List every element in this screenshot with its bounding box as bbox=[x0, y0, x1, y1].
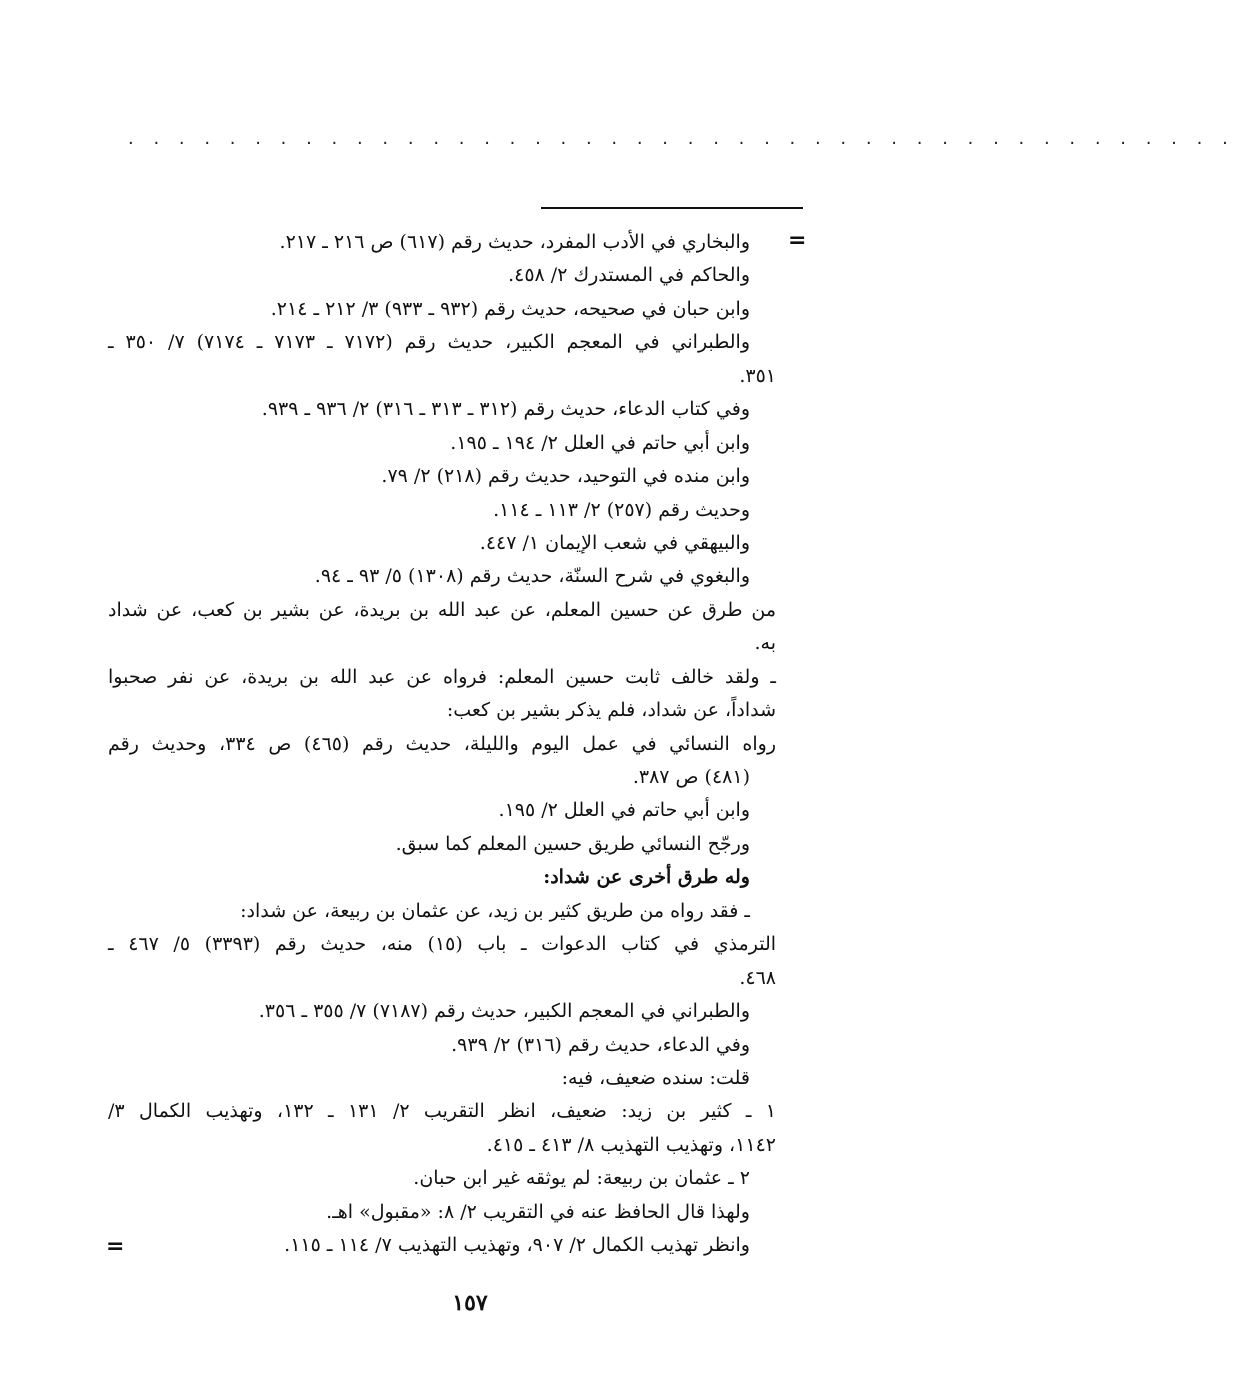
text-line: والطبراني في المعجم الكبير، حديث رقم (٧١٨٧) ٧/ ٣٥٥ ـ ٣٥٦. bbox=[258, 1000, 750, 1023]
text-line: شداداً، عن شداد، فلم يذكر بشير بن كعب: bbox=[446, 699, 776, 722]
text-line: والحاكم في المستدرك ٢/ ٤٥٨. bbox=[508, 264, 750, 287]
text-line: ١ ـ كثير بن زيد: ضعيف، انظر التقريب ٢/ ١٣١ ـ ١٣٢، وتهذيب الكمال ٣/ bbox=[108, 1100, 776, 1123]
text-line: ـ ولقد خالف ثابت حسين المعلم: فرواه عن عبد الله بن بريدة، عن نفر صحبوا bbox=[108, 665, 776, 688]
text-line: وابن منده في التوحيد، حديث رقم (٢١٨) ٢/ ٧٩. bbox=[381, 465, 750, 488]
subheading: وله طرق أخرى عن شداد: bbox=[543, 866, 750, 889]
text-line: وفي الدعاء، حديث رقم (٣١٦) ٢/ ٩٣٩. bbox=[451, 1033, 750, 1056]
text-line: وابن أبي حاتم في العلل ٢/ ١٩٥. bbox=[498, 799, 750, 822]
text-line: ولهذا قال الحافظ عنه في التقريب ٢/ ٨: «مقبول» اهـ. bbox=[326, 1200, 750, 1223]
text-line: ٣٥١. bbox=[739, 364, 776, 387]
footnote-rule bbox=[541, 207, 803, 209]
text-line: به. bbox=[754, 632, 776, 655]
text-line: ١١٤٢، وتهذيب التهذيب ٨/ ٤١٣ ـ ٤١٥. bbox=[486, 1133, 776, 1156]
text-line: والبغوي في شرح السنّة، حديث رقم (١٣٠٨) ٥/ ٩٣ ـ ٩٤. bbox=[314, 565, 750, 588]
text-line: من طرق عن حسين المعلم، عن عبد الله بن بريدة، عن بشير بن كعب، عن شداد bbox=[108, 598, 776, 621]
text-line: ٢ ـ عثمان بن ربيعة: لم يوثقه غير ابن حبان. bbox=[413, 1167, 750, 1190]
text-line: وابن أبي حاتم في العلل ٢/ ١٩٤ ـ ١٩٥. bbox=[450, 431, 750, 454]
text-line: وابن حبان في صحيحه، حديث رقم (٩٣٢ ـ ٩٣٣) ٣/ ٢١٢ ـ ٢١٤. bbox=[270, 297, 750, 320]
text-line: وحديث رقم (٢٥٧) ٢/ ١١٣ ـ ١١٤. bbox=[493, 498, 750, 521]
separator-dotted-line: . . . . . . . . . . . . . . . . . . . . . . . . . . . . . . . . . . . . . . . . . . . . bbox=[128, 128, 1235, 149]
text-line: الترمذي في كتاب الدعوات ـ باب (١٥) منه، حديث رقم (٣٣٩٣) ٥/ ٤٦٧ ـ bbox=[108, 933, 777, 956]
text-line: وفي كتاب الدعاء، حديث رقم (٣١٢ ـ ٣١٣ ـ ٣١٦) ٢/ ٩٣٦ ـ ٩٣٩. bbox=[261, 398, 750, 421]
text-line: والبيهقي في شعب الإيمان ١/ ٤٤٧. bbox=[479, 531, 750, 554]
continuation-mark-bottom: = bbox=[106, 1234, 125, 1259]
text-line: والبخاري في الأدب المفرد، حديث رقم (٦١٧) ص ٢١٦ ـ ٢١٧. bbox=[279, 231, 750, 253]
text-line: (٤٨١) ص ٣٨٧. bbox=[632, 766, 750, 788]
continuation-mark-top: = bbox=[788, 228, 807, 253]
text-line: وانظر تهذيب الكمال ٢/ ٩٠٧، وتهذيب التهذيب ٧/ ١١٤ ـ ١١٥. bbox=[284, 1234, 750, 1257]
text-line: قلت: سنده ضعيف، فيه: bbox=[561, 1066, 750, 1089]
text-line: ـ فقد رواه من طريق كثير بن زيد، عن عثمان بن ربيعة، عن شداد: bbox=[240, 899, 750, 922]
text-line: والطبراني في المعجم الكبير، حديث رقم (٧١٧٢ ـ ٧١٧٣ ـ ٧١٧٤) ٧/ ٣٥٠ ـ bbox=[108, 331, 750, 354]
footnote-text bbox=[108, 226, 776, 1263]
text-line: رواه النسائي في عمل اليوم والليلة، حديث رقم (٤٦٥) ص ٣٣٤، وحديث رقم bbox=[108, 732, 777, 755]
text-line: ورجّح النسائي طريق حسين المعلم كما سبق. bbox=[395, 832, 750, 855]
page-number: ١٥٧ bbox=[452, 1290, 488, 1316]
text-line: ٤٦٨. bbox=[739, 966, 776, 989]
